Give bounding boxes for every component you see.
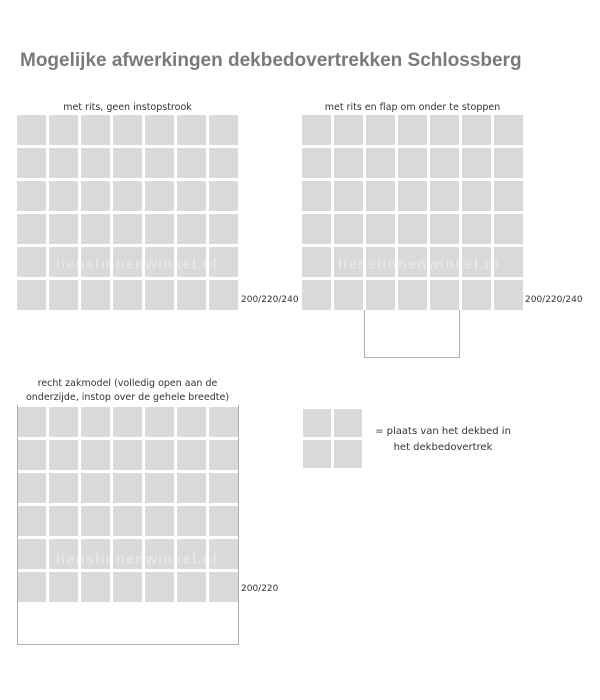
- model-1-grid: [17, 115, 238, 310]
- grid-cell: [430, 280, 459, 310]
- grid-cell: [17, 115, 46, 145]
- grid-cell: [209, 181, 238, 211]
- model-3-caption: [10, 377, 245, 405]
- grid-cell: [17, 181, 46, 211]
- grid-cell: [81, 214, 110, 244]
- grid-cell: [462, 181, 491, 211]
- model-2-caption: met rits en flap om onder te stoppen: [324, 102, 501, 113]
- grid-cell: [398, 181, 427, 211]
- page-title: Mogelijke afwerkingen dekbedovertrekken Schlossberg: [20, 50, 522, 71]
- grid-cell: [17, 148, 46, 178]
- model-1-caption: met rits, geen instopstrook: [63, 102, 192, 113]
- watermark: lienslinnenwinkel.nl: [56, 256, 218, 273]
- grid-cell: [334, 181, 363, 211]
- grid-cell: [462, 115, 491, 145]
- grid-cell: [494, 214, 523, 244]
- grid-cell: [145, 280, 174, 310]
- grid-cell: [81, 115, 110, 145]
- grid-cell: [334, 214, 363, 244]
- grid-cell: [17, 280, 46, 310]
- grid-cell: [177, 280, 206, 310]
- legend-line-1: = plaats van het dekbed in: [375, 426, 511, 437]
- grid-cell: [302, 280, 331, 310]
- grid-cell: [462, 148, 491, 178]
- grid-cell: [177, 181, 206, 211]
- grid-cell: [302, 181, 331, 211]
- grid-cell: [302, 214, 331, 244]
- grid-cell: [366, 148, 395, 178]
- grid-cell: [430, 214, 459, 244]
- grid-cell: [81, 280, 110, 310]
- grid-cell: [145, 148, 174, 178]
- watermark: lienslinnenwinkel.nl: [338, 256, 500, 273]
- watermark: lienslinnenwinkel.nl: [56, 551, 218, 568]
- grid-cell: [49, 148, 78, 178]
- grid-cell: [209, 280, 238, 310]
- model-2-size: 200/220/240: [525, 295, 583, 305]
- legend-cell: [303, 409, 331, 437]
- grid-cell: [462, 214, 491, 244]
- grid-cell: [17, 214, 46, 244]
- grid-cell: [145, 214, 174, 244]
- grid-cell: [113, 214, 142, 244]
- grid-cell: [462, 280, 491, 310]
- grid-cell: [494, 148, 523, 178]
- grid-cell: [177, 115, 206, 145]
- grid-cell: [209, 115, 238, 145]
- grid-cell: [494, 181, 523, 211]
- grid-cell: [113, 115, 142, 145]
- open-bottom-outline: [17, 405, 239, 645]
- grid-cell: [302, 115, 331, 145]
- model-3-caption-line-2: onderzijde, instop over de gehele breedte): [25, 392, 230, 403]
- grid-cell: [49, 214, 78, 244]
- grid-cell: [177, 148, 206, 178]
- grid-cell: [366, 115, 395, 145]
- grid-cell: [302, 148, 331, 178]
- grid-cell: [366, 214, 395, 244]
- grid-cell: [81, 181, 110, 211]
- grid-cell: [145, 115, 174, 145]
- model-3-size: 200/220: [241, 584, 279, 594]
- grid-cell: [113, 280, 142, 310]
- grid-cell: [49, 115, 78, 145]
- grid-cell: [209, 214, 238, 244]
- grid-cell: [366, 280, 395, 310]
- grid-cell: [430, 115, 459, 145]
- legend-text: [368, 424, 518, 456]
- flap-outline: [364, 310, 460, 358]
- grid-cell: [494, 280, 523, 310]
- grid-cell: [334, 115, 363, 145]
- legend-swatch: [303, 409, 362, 468]
- model-2-grid: [302, 115, 523, 310]
- grid-cell: [334, 280, 363, 310]
- grid-cell: [430, 181, 459, 211]
- grid-cell: [81, 148, 110, 178]
- grid-cell: [49, 280, 78, 310]
- grid-cell: [17, 247, 46, 277]
- grid-cell: [209, 148, 238, 178]
- legend-cell: [334, 440, 362, 468]
- grid-cell: [398, 280, 427, 310]
- grid-cell: [145, 181, 174, 211]
- grid-cell: [49, 181, 78, 211]
- grid-cell: [494, 115, 523, 145]
- legend-cell: [303, 440, 331, 468]
- grid-cell: [398, 115, 427, 145]
- grid-cell: [113, 181, 142, 211]
- model-1-size: 200/220/240: [241, 295, 299, 305]
- grid-cell: [177, 214, 206, 244]
- grid-cell: [334, 148, 363, 178]
- grid-cell: [113, 148, 142, 178]
- grid-cell: [398, 148, 427, 178]
- grid-cell: [302, 247, 331, 277]
- model-3-caption-line-1: recht zakmodel (volledig open aan de: [37, 378, 218, 389]
- legend-cell: [334, 409, 362, 437]
- grid-cell: [366, 181, 395, 211]
- legend-line-2: het dekbedovertrek: [393, 442, 493, 453]
- grid-cell: [398, 214, 427, 244]
- grid-cell: [430, 148, 459, 178]
